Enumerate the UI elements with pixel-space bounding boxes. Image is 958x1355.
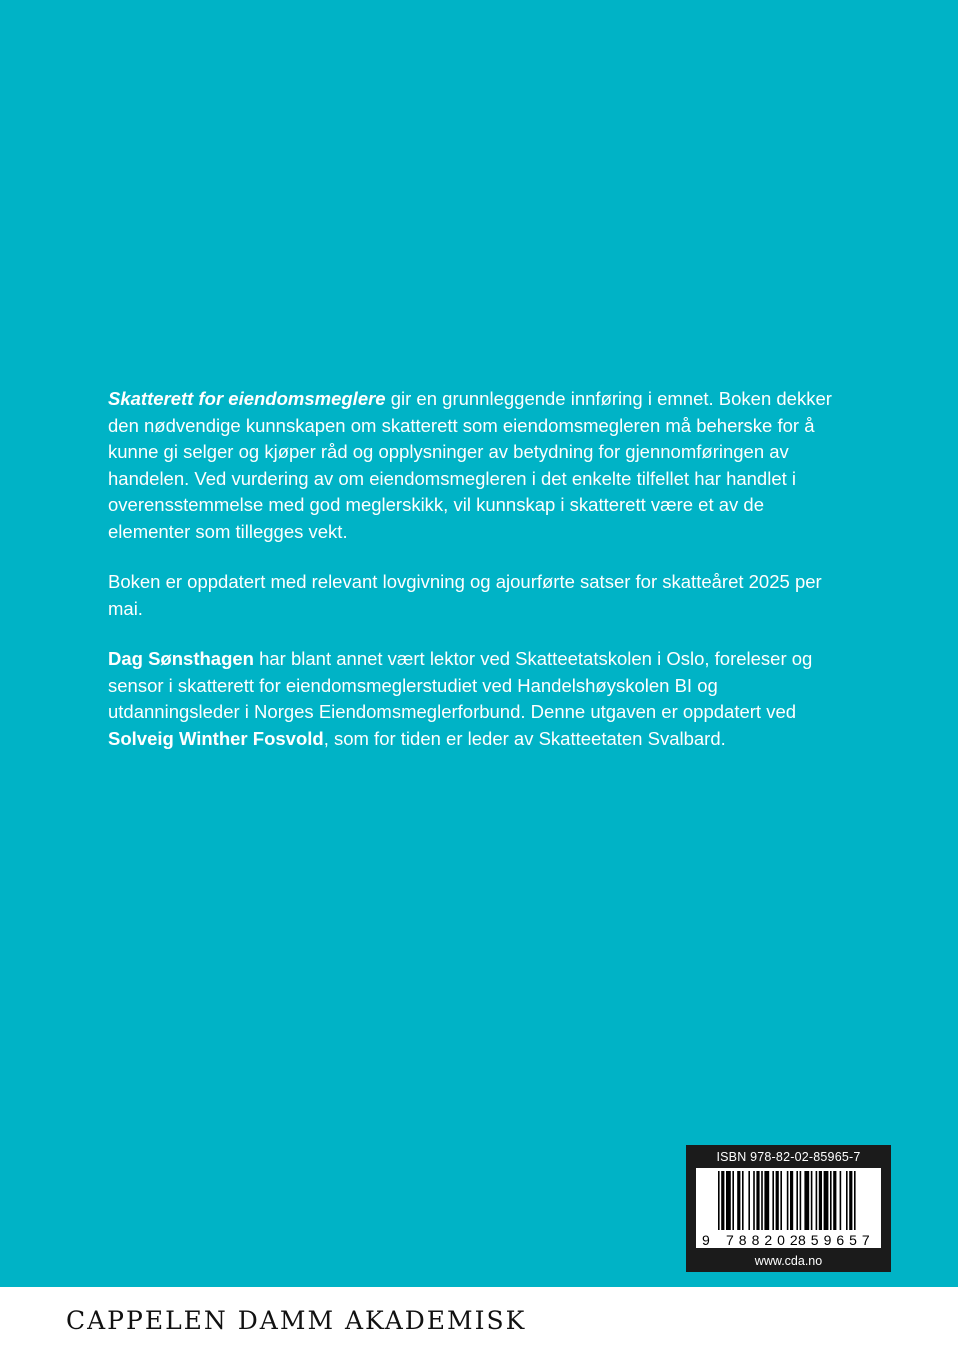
cover-blurb [108, 386, 838, 776]
publisher-url: www.cda.no [754, 1254, 823, 1268]
publisher-logo: CAPPELEN DAMM AKADEMISK [66, 1306, 527, 1335]
blurb-paragraph-2: Boken er oppdatert med relevant lovgivning og ajourførte satser for skatteåret 2025 per mai. [108, 571, 822, 619]
barcode-digit-first: 9 [702, 1232, 710, 1248]
isbn-box [686, 1145, 891, 1272]
barcode-digits-right: 859657 [798, 1232, 875, 1248]
book-title: Skatterett for eiendomsmeglere [108, 388, 386, 409]
blurb-text-1: gir en grunnleggende innføring i emnet. Boken dekker den nødvendige kunnskapen om skatterett som eiendomsmegleren må beherske for å kunne gi selger og kjøper råd og opplysninger av betydning for gjennomføringen av handelen. Ved vurdering av om eiendomsmegleren i det enkelte tilfellet har handlet i overensstemmelse med god meglerskikk, vil kunnskap i skatterett være et av de elementer som tillegges vekt. [108, 388, 832, 542]
editor-bio: , som for tiden er leder av Skatteetaten Svalbard. [323, 727, 726, 749]
barcode-digits-left: 788202 [726, 1232, 803, 1248]
blurb-paragraph-1 [108, 386, 838, 545]
blurb-paragraph-3 [108, 646, 838, 752]
barcode [696, 1168, 881, 1248]
author-name: Dag Sønsthagen [108, 648, 254, 669]
author-bio: har blant annet vært lektor ved Skatteetatskolen i Oslo, foreleser og sensor i skatterett for eiendomsmeglerstudiet ved Handelshøyskolen BI og utdanningsleder i Norges Eiendomsmeglerforbund. Denne utgaven er oppdatert ved [108, 648, 813, 722]
editor-name: Solveig Winther Fosvold [108, 727, 324, 749]
isbn-label: ISBN 978-82-02-85965-7 [716, 1150, 861, 1164]
barcode-icon [696, 1168, 881, 1248]
